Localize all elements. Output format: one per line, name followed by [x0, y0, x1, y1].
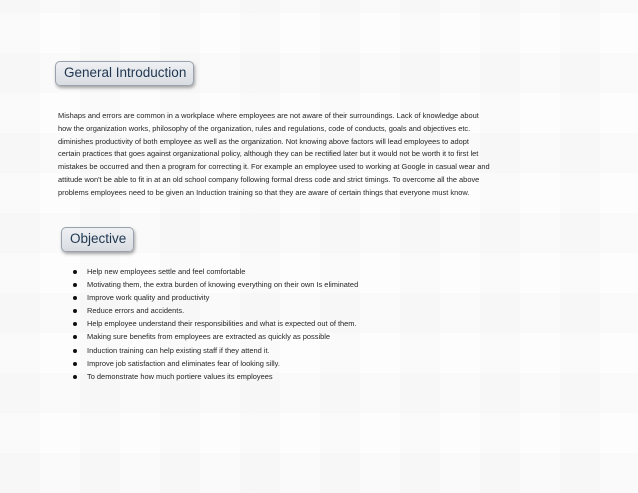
objective-item	[72, 265, 358, 278]
introduction-paragraph	[58, 110, 593, 200]
objective-item	[72, 370, 358, 383]
intro-line: mistakes be occurred and then a program for correcting it. For example an employee used to working at Google in casual wear and	[58, 162, 490, 172]
objective-item-text: Help new employees settle and feel comfortable	[87, 267, 246, 276]
objective-item-text: Making sure benefits from employees are extracted as quickly as possible	[87, 332, 331, 342]
intro-line: certain practices that goes against organizational policy, although they can be rectified later but it would not be worth it to first let	[58, 149, 479, 159]
objective-list	[72, 265, 358, 383]
intro-line: diminishes productivity of both employee as well as the organization. Not knowing above factors will lead employees to adopt	[58, 136, 469, 146]
objective-item-text: To demonstrate how much portiere values its employees	[87, 371, 273, 381]
objective-item	[72, 330, 358, 343]
intro-line: Mishaps and errors are common in a workplace where employees are not aware of their surroundings. Lack of knowledge about	[58, 111, 479, 120]
objective-item	[72, 278, 358, 291]
objective-item-text: Improve work quality and productivity	[87, 293, 210, 303]
bullet-icon	[73, 322, 77, 326]
objective-item-text: Reduce errors and accidents.	[87, 306, 185, 316]
objective-item	[72, 317, 358, 330]
objective-item-text: Induction training can help existing staff if they attend it.	[87, 345, 270, 355]
bullet-icon	[73, 335, 77, 339]
bullet-icon	[73, 349, 77, 353]
objective-item	[72, 291, 358, 304]
objective-item-text: Motivating them, the extra burden of knowing everything on their own Is eliminated	[87, 280, 359, 290]
bullet-icon	[73, 296, 77, 300]
bullet-icon	[73, 309, 77, 313]
objective-item	[72, 304, 358, 317]
objective-heading: Objective	[61, 227, 134, 252]
objective-item	[72, 344, 358, 357]
intro-line: problems employees need to be given an Induction training so that they are aware of certain things that everyone must know.	[58, 187, 470, 197]
general-introduction-heading: General Introduction	[55, 61, 194, 86]
objective-item-text: Help employee understand their responsibilities and what is expected out of them.	[87, 319, 357, 329]
intro-line: how the organization works, philosophy of the organization, rules and regulations, code of conducts, goals and objectives etc.	[58, 123, 471, 133]
objective-item	[72, 357, 358, 370]
bullet-icon	[73, 270, 77, 274]
intro-line: attitude won't be able to fit in at an old school company following formal dress code and strict timings. To overcome all the above	[58, 174, 480, 184]
bullet-icon	[73, 362, 77, 366]
objective-item-text: Improve job satisfaction and eliminates fear of looking silly.	[87, 358, 280, 368]
bullet-icon	[73, 375, 77, 379]
bullet-icon	[73, 283, 77, 287]
